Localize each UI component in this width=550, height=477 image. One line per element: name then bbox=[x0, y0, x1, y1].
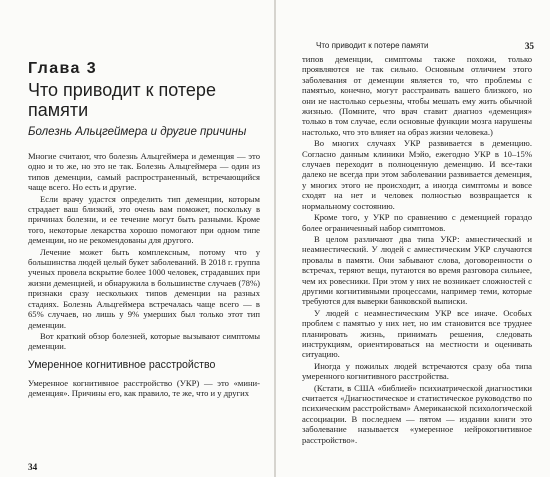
page-number: 34 bbox=[28, 462, 38, 472]
body-paragraph: У людей с неамнестическим УКР все иначе. Особых проблем с памятью у них нет, но им становится все труднее планировать жизнь, принимать решения, следовать инструкциям, ориентироваться на местности и оценивать ситуацию. bbox=[302, 307, 532, 360]
body-paragraph: (Кстати, в США «библией» психиатрической диагностики считается «Диагностическое и статистическое руководство по психическим расстройствам» Американской психологической ассоциации. В последнем — пятом — издании книги это заболевание называется «умеренное нейрокогнитивное расстройство». bbox=[302, 382, 532, 445]
right-page bbox=[276, 0, 550, 477]
right-body-text bbox=[302, 54, 532, 445]
chapter-title: Что приводит к потере памяти bbox=[28, 80, 216, 120]
body-paragraph: Многие считают, что болезнь Альцгеймера и деменция — это одно и то же, но это не так. Болезнь Альцгеймера — один из типов деменции, самый распространенный, встречающийся чаще всего. Но есть и другие. bbox=[28, 151, 260, 193]
body-paragraph: Иногда у пожилых людей встречаются сразу оба типа умеренного когнитивного расстройства. bbox=[302, 360, 532, 382]
body-paragraph: Лечение может быть комплексным, потому что у большинства людей целый букет заболеваний. В 2018 г. группа ученых провела вскрытие более 1000 человек, страдавших при жизни деменцией, и обнаружила в большинстве случаев (78%) признаки сразу нескольких типов деменции на разных стадиях. Болезнь Альцгеймера встречалась чаще всего — в 65% случаев, но лишь у 9% умерших был только этот тип деменции. bbox=[28, 246, 260, 330]
body-paragraph: Кроме того, у УКР по сравнению с деменцией гораздо более ограниченный набор симптомов. bbox=[302, 212, 532, 233]
left-body-text bbox=[28, 151, 260, 399]
page-number: 35 bbox=[524, 41, 534, 51]
body-paragraph: Во многих случаях УКР развивается в деменцию. Согласно данным клиники Мэйо, ежегодно УКР в 10–15% случаев переходит в полноценную деменцию. И все-таки далеко не всегда при этом заболевании развивается деменция, у многих этого не происходит, а иногда симптомы и вовсе сходят на нет и человек полностью возвращается к нормальному состоянию. bbox=[302, 138, 532, 211]
body-paragraph: В целом различают два типа УКР: амнестический и неамнестический. У людей с амнестическим УКР случаются провалы в памяти. Они забывают слова, договоренности о встречах, теряют вещи, путаются во время разговора сильнее, чем их ровесники. При этом у них не возникает сложностей с другими когнитивными процессами, например теми, которые требуются для выверки банковской выписки. bbox=[302, 233, 532, 307]
body-paragraph: Вот краткий обзор болезней, которые вызывают симптомы деменции. bbox=[28, 330, 260, 352]
chapter-subtitle: Болезнь Альцгеймера и другие причины bbox=[28, 126, 247, 138]
body-paragraph: типов деменции, симптомы также похожи, только проявляются не так сильно. Основным отличием этого заболевания от деменции является то, что проблемы с памятью, конечно, могут расстраивать вашего близкого, но они не настолько серьезны, чтобы мешать ему жить обычной жизнью. (Помните, что врач ставит диагноз «деменция» только в том случае, если основные функции мозга нарушены настолько, что это влияет на образ жизни человека.) bbox=[302, 54, 532, 137]
body-paragraph: Умеренное когнитивное расстройство (УКР) — это «мини-деменция». Причины его, как правило, те же, что и у других bbox=[28, 377, 260, 399]
running-head: Что приводит к потере памяти bbox=[316, 41, 429, 50]
section-subheading: Умеренное когнитивное расстройство bbox=[28, 358, 216, 371]
chapter-label: Глава 3 bbox=[28, 60, 98, 77]
body-paragraph: Если врачу удастся определить тип деменции, которым страдает ваш близкий, это очень вам поможет, поскольку в причинах болезни, и ее течение могут быть разными. Кроме того, некоторые лекарства хорошо помогают при одном типе деменции, но не рекомендованы для другого. bbox=[28, 193, 260, 246]
left-page bbox=[0, 0, 274, 477]
